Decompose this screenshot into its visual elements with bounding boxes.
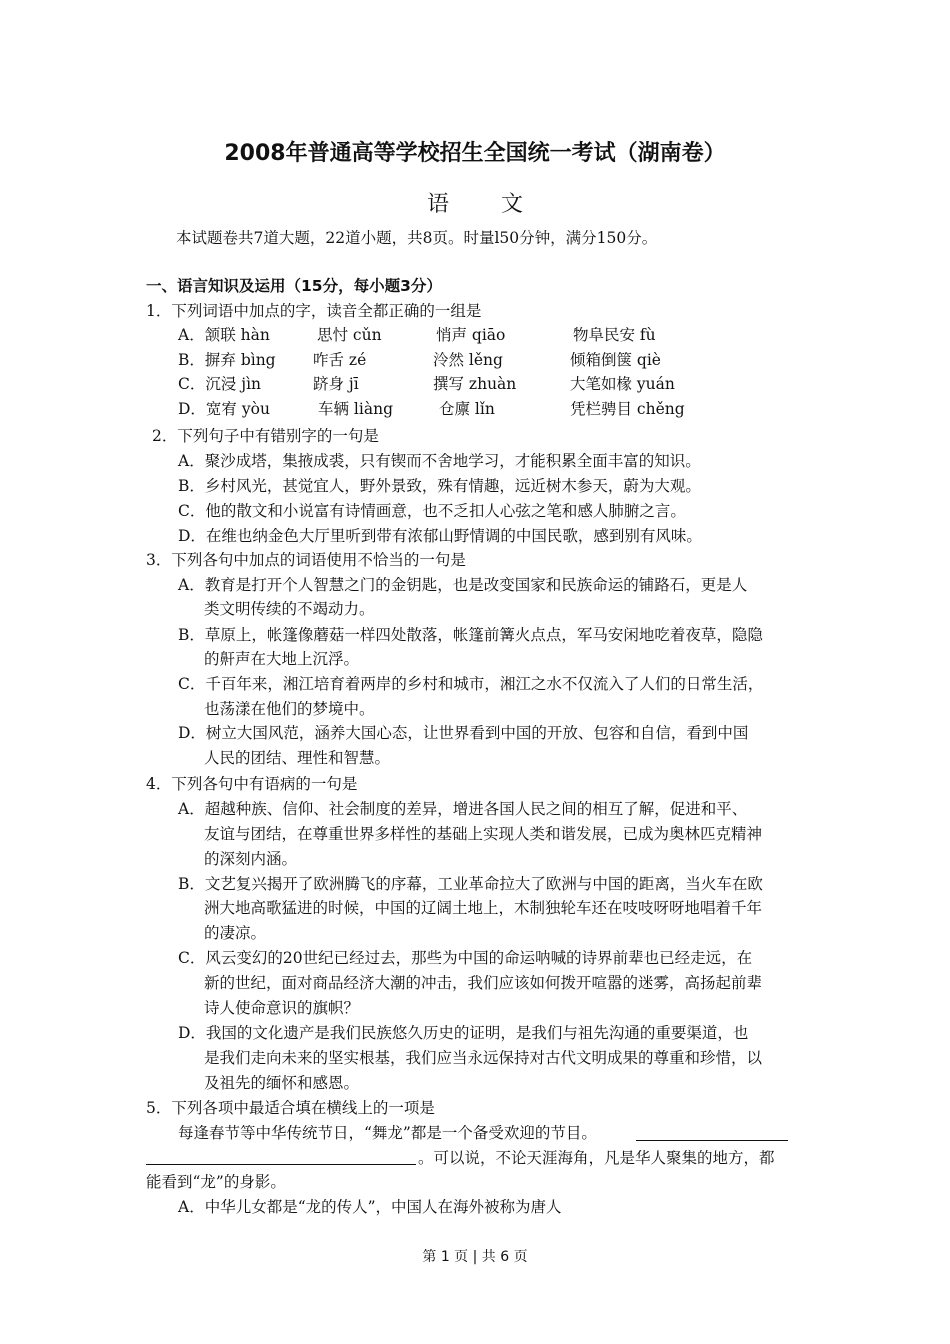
q3-option-a-cont: 类文明传续的不竭动力。 [204, 600, 375, 618]
q1-option-a-word: 悄声 qiāo [436, 326, 506, 344]
q4-option-b: B．文艺复兴揭开了欧洲腾飞的序幕，工业革命拉大了欧洲与中国的距离，当火车在欧 [178, 875, 763, 893]
q4-option-b-cont: 洲大地高歌猛进的时候，中国的辽阔土地上，木制独轮车还在吱吱呀呀地唱着千年 [204, 899, 763, 917]
q1-option-c: C．沉浸 jìn [178, 375, 262, 393]
q4-option-d-cont: 是我们走向未来的坚实根基，我们应当永远保持对古代文明成果的尊重和珍惜，以 [204, 1049, 763, 1067]
q4-option-c-cont: 新的世纪，面对商品经济大潮的冲击，我们应该如何拨开喧嚣的迷雾，高扬起前辈 [204, 974, 763, 992]
q3-option-b-cont: 的鼾声在大地上沉浮。 [204, 650, 360, 668]
q3-option-d: D．树立大国风范，涵养大国心态，让世界看到中国的开放、包容和自信，看到中国 [178, 724, 749, 742]
fill-in-blank-line [636, 1140, 788, 1141]
q1-option-a: A．颔联 hàn [178, 326, 270, 344]
q1-option-d-word: 车辆 liàng [318, 400, 393, 418]
question-3-stem: 3．下列各句中加点的词语使用不恰当的一句是 [146, 551, 466, 569]
q2-option-c: C．他的散文和小说富有诗情画意，也不乏扣人心弦之笔和感人肺腑之言。 [178, 502, 686, 520]
question-1-stem: 1．下列词语中加点的字，读音全都正确的一组是 [146, 302, 482, 320]
q4-option-a-cont: 友谊与团结，在尊重世界多样性的基础上实现人类和谐发展，已成为奥林匹克精神 [204, 825, 763, 843]
q1-option-d-word: 仓廪 lǐn [439, 400, 495, 418]
q1-option-a-word: 物阜民安 fù [573, 326, 656, 344]
q2-option-a: A．聚沙成塔，集掖成裘，只有锲而不舍地学习，才能积累全面丰富的知识。 [178, 452, 701, 470]
fill-in-blank-line [146, 1164, 416, 1165]
q4-option-d-cont: 及祖先的缅怀和感恩。 [204, 1074, 360, 1092]
q2-option-d: D．在维也纳金色大厅里听到带有浓郁山野情调的中国民歌，感到别有风味。 [178, 527, 702, 545]
q1-option-c-word: 跻身 jī [313, 375, 359, 393]
q1-option-b-word: 咋舌 zé [313, 351, 367, 369]
q5-passage-line: 能看到“龙”的身影。 [146, 1173, 286, 1191]
q4-option-c-cont: 诗人使命意识的旗帜？ [204, 999, 360, 1017]
q5-passage-line: 。可以说，不论天涯海角，凡是华人聚集的地方，都 [418, 1149, 775, 1167]
q1-option-c-word: 大笔如椽 yuán [570, 375, 675, 393]
q4-option-a-cont: 的深刻内涵。 [204, 850, 298, 868]
q1-option-d-word: 凭栏骋目 chěng [570, 400, 685, 418]
subject-heading: 语文 [426, 192, 575, 217]
q4-option-d: D．我国的文化遗产是我们民族悠久历史的证明，是我们与祖先沟通的重要渠道，也 [178, 1024, 749, 1042]
question-4-stem: 4．下列各句中有语病的一句是 [146, 775, 358, 793]
q1-option-a-word: 思忖 cǔn [317, 326, 382, 344]
page-footer: 第 1 页 | 共 6 页 [422, 1249, 528, 1265]
q3-option-a: A．教育是打开个人智慧之门的金钥匙，也是改变国家和民族命运的铺路石，更是人 [178, 576, 748, 594]
q2-option-b: B．乡村风光，甚觉宜人，野外景致，殊有情趣，远近树木参天，蔚为大观。 [178, 477, 701, 495]
intro-text: 本试题卷共7道大题，22道小题，共8页。时量l50分钟，满分150分。 [176, 229, 658, 247]
q1-option-b-word: 泠然 lěng [433, 351, 503, 369]
q1-option-c-word: 撰写 zhuàn [433, 375, 517, 393]
question-5-stem: 5．下列各项中最适合填在横线上的一项是 [146, 1099, 435, 1117]
section-heading: 一、语言知识及运用（15分，每小题3分） [146, 277, 442, 295]
page-title: 2008年普通高等学校招生全国统一考试（湖南卷） [224, 141, 726, 166]
q4-option-a: A．超越种族、信仰、社会制度的差异，增进各国人民之间的相互了解，促进和平、 [178, 800, 748, 818]
q5-option-a: A．中华儿女都是“龙的传人”，中国人在海外被称为唐人 [178, 1198, 562, 1216]
q1-option-b: B．摒弃 bìng [178, 351, 276, 369]
q4-option-b-cont: 的凄凉。 [204, 924, 267, 942]
q3-option-c: C．千百年来，湘江培育着两岸的乡村和城市，湘江之水不仅流入了人们的日常生活， [178, 675, 764, 693]
q4-option-c: C．风云变幻的20世纪已经过去，那些为中国的命运呐喊的诗界前辈也已经走远，在 [178, 949, 753, 967]
q5-passage-line: 每逢春节等中华传统节日，“舞龙”都是一个备受欢迎的节目。 [178, 1124, 597, 1142]
q3-option-b: B．草原上，帐篷像蘑菇一样四处散落，帐篷前篝火点点，军马安闲地吃着夜草，隐隐 [178, 626, 763, 644]
q3-option-c-cont: 也荡漾在他们的梦境中。 [204, 700, 375, 718]
q1-option-d: D．宽宥 yòu [178, 400, 270, 418]
q1-option-b-word: 倾箱倒箧 qiè [570, 351, 661, 369]
question-2-stem: 2．下列句子中有错别字的一句是 [152, 427, 379, 445]
q3-option-d-cont: 人民的团结、理性和智慧。 [204, 749, 391, 767]
